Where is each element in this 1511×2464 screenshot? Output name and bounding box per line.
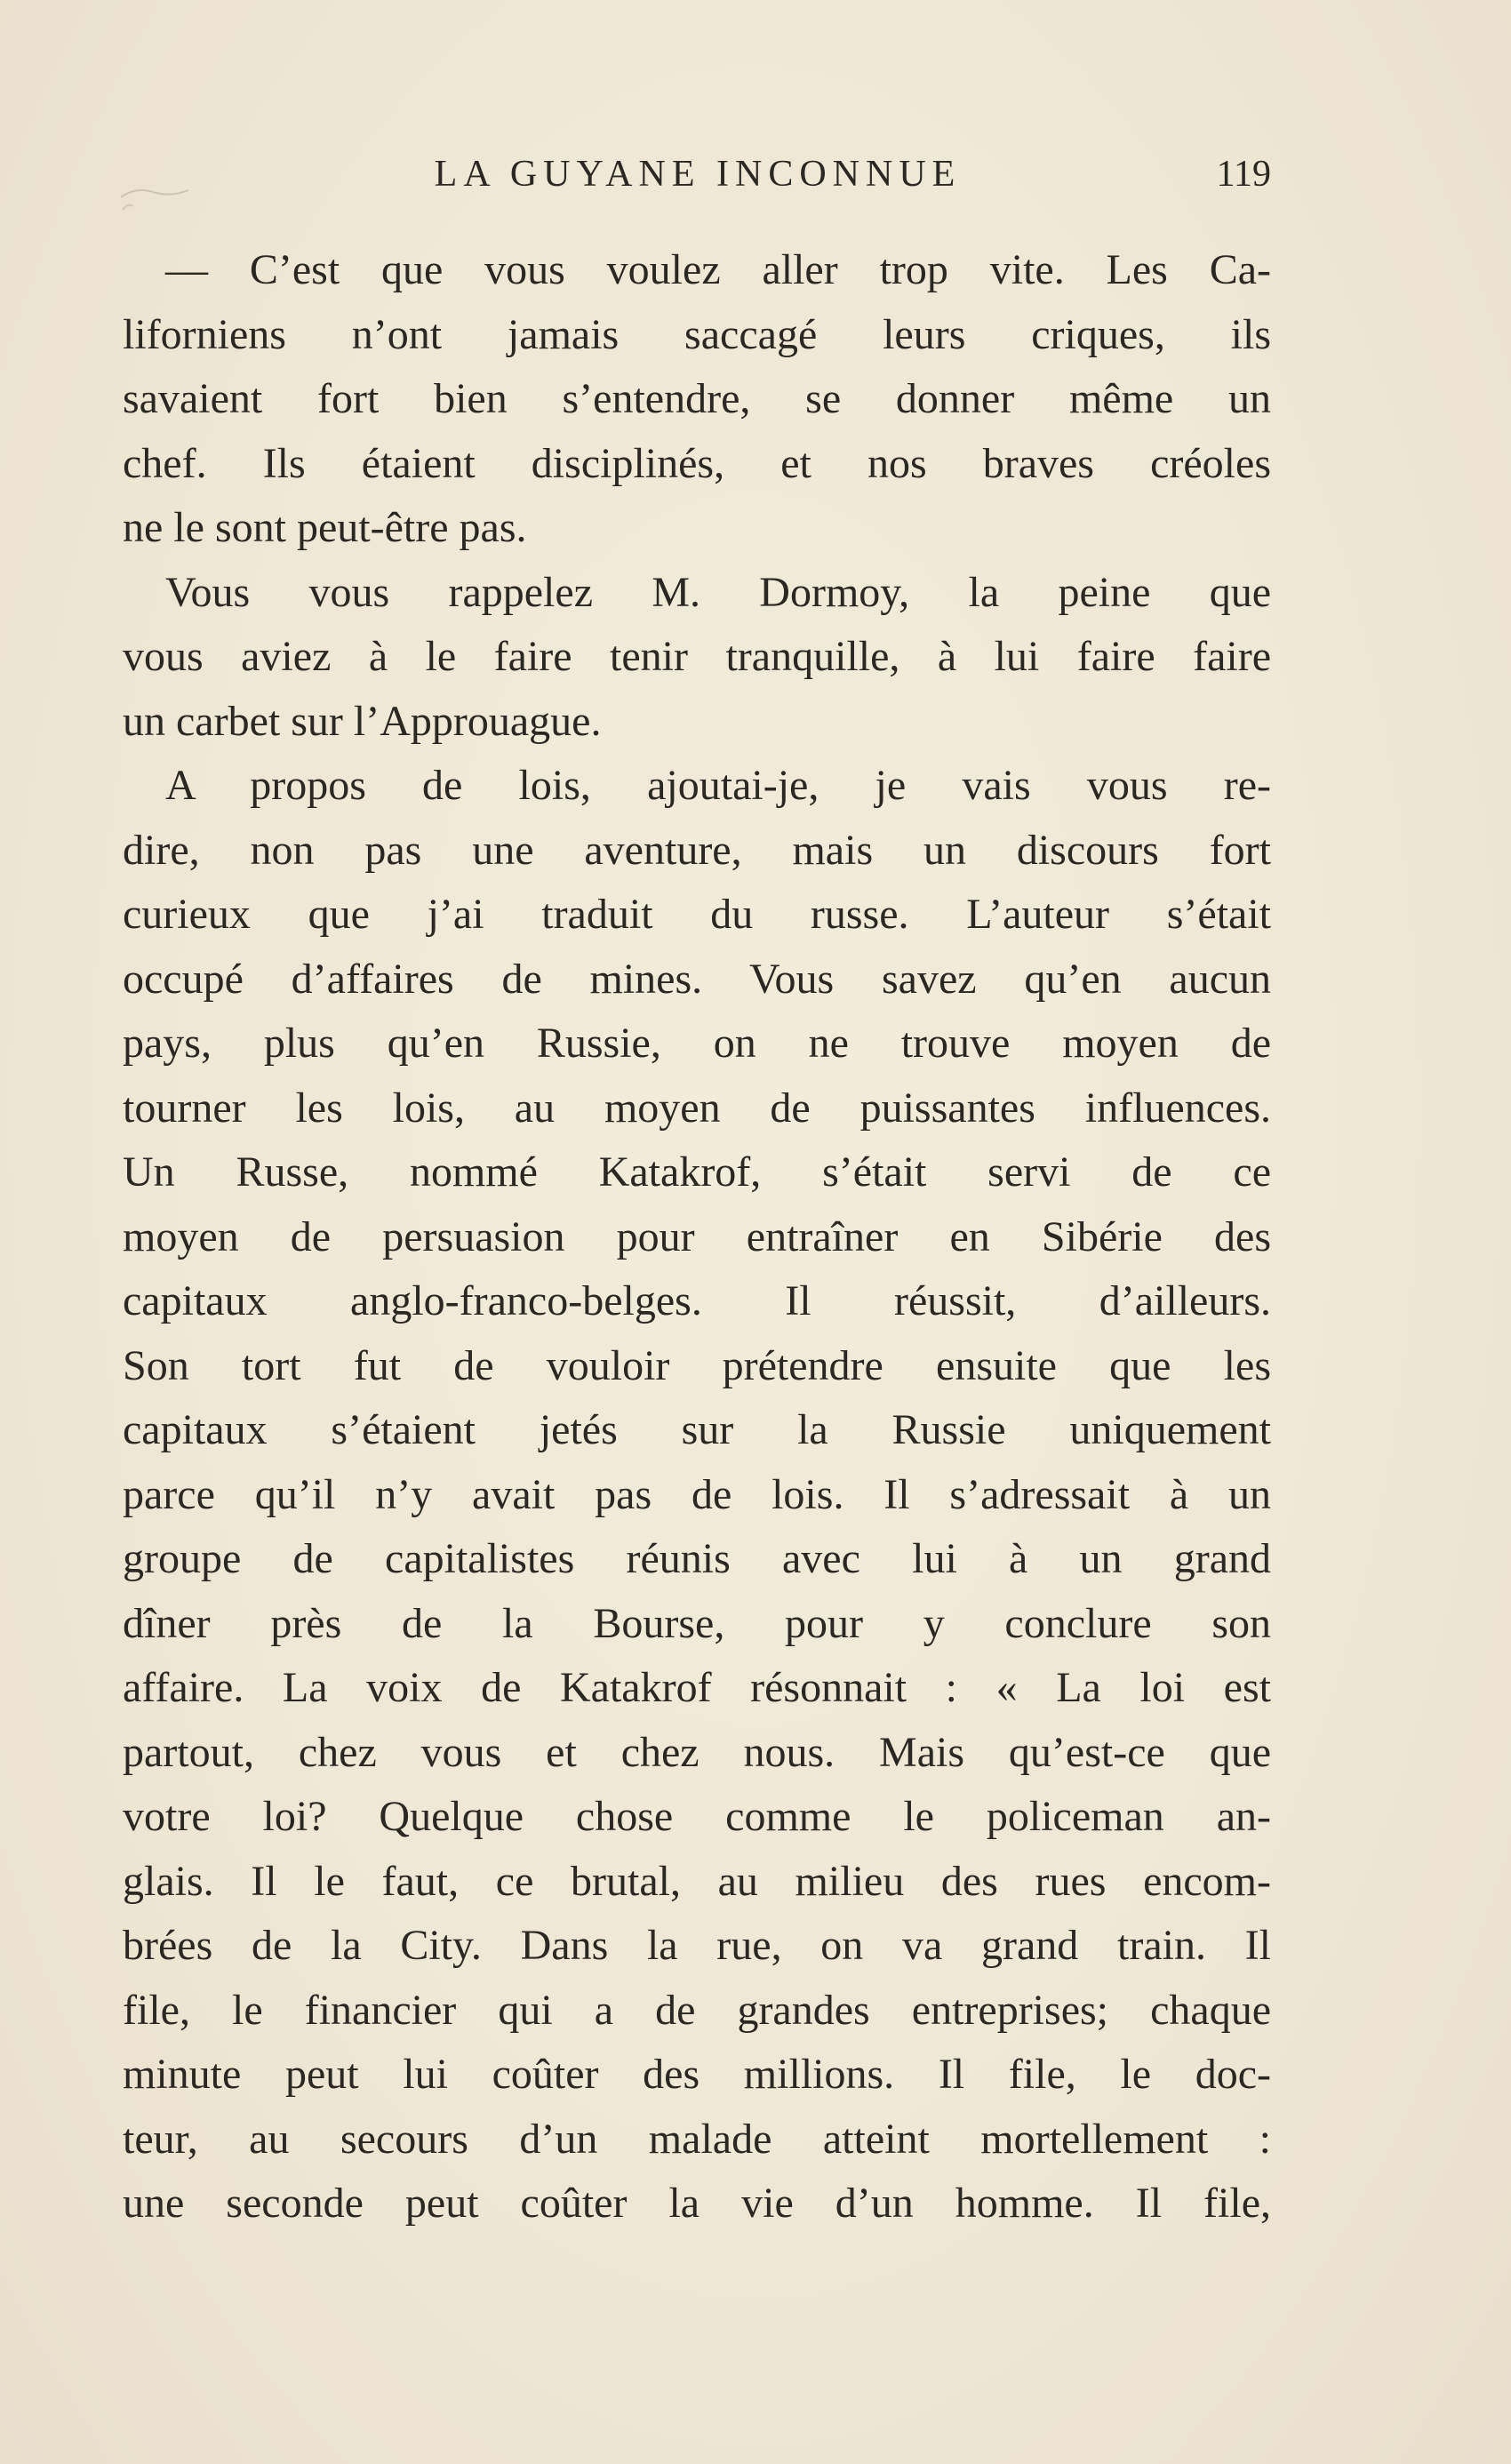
text-line: capitaux s’étaient jetés sur la Russie uniquement <box>123 1406 1271 1453</box>
text-line: brées de la City. Dans la rue, on va grand train. Il <box>123 1922 1271 1969</box>
text-line: ne le sont peut-être pas. <box>123 504 527 551</box>
text-line: teur, au secours d’un malade atteint mortellement : <box>123 2115 1271 2163</box>
body-text <box>123 238 1271 2236</box>
text-line: — C’est que vous voulez aller trop vite. Les Ca- <box>165 246 1271 293</box>
text-line: dîner près de la Bourse, pour y conclure son <box>123 1599 1271 1647</box>
text-line: affaire. La voix de Katakrof résonnait : « La loi est <box>123 1664 1271 1711</box>
text-line: moyen de persuasion pour entraîner en Sibérie des <box>123 1212 1271 1260</box>
page-number: 119 <box>1216 154 1271 195</box>
text-line: chef. Ils étaient disciplinés, et nos braves créoles <box>123 439 1271 487</box>
text-line: glais. Il le faut, ce brutal, au milieu des rues encom- <box>123 1857 1271 1905</box>
text-line: une seconde peut coûter la vie d’un homme. Il file, <box>123 2180 1271 2227</box>
text-line: groupe de capitalistes réunis avec lui à un grand <box>123 1535 1271 1582</box>
text-line: occupé d’affaires de mines. Vous savez qu’en aucun <box>123 955 1271 1003</box>
text-line: minute peut lui coûter des millions. Il file, le doc- <box>123 2051 1271 2098</box>
text-line: partout, chez vous et chez nous. Mais qu’est-ce que <box>123 1728 1271 1776</box>
text-line: file, le financier qui a de grandes entreprises; chaque <box>123 1986 1271 2034</box>
text-line: liforniens n’ont jamais saccagé leurs criques, ils <box>123 310 1271 358</box>
text-line: A propos de lois, ajoutai-je, je vais vous re- <box>165 762 1271 809</box>
text-line: tourner les lois, au moyen de puissantes influences. <box>123 1084 1271 1132</box>
text-line: Son tort fut de vouloir prétendre ensuite que les <box>123 1341 1271 1389</box>
text-line: curieux que j’ai traduit du russe. L’auteur s’était <box>123 891 1271 938</box>
text-line: savaient fort bien s’entendre, se donner même un <box>123 375 1271 422</box>
running-header <box>124 149 1271 199</box>
text-line: un carbet sur l’Approuague. <box>123 697 602 745</box>
text-line: Vous vous rappelez M. Dormoy, la peine que <box>165 568 1271 616</box>
text-line: capitaux anglo-franco-belges. Il réussit, d’ailleurs. <box>123 1277 1271 1324</box>
text-line: parce qu’il n’y avait pas de lois. Il s’adressait à un <box>123 1470 1271 1518</box>
text-line: pays, plus qu’en Russie, on ne trouve moyen de <box>123 1020 1271 1067</box>
text-line: votre loi? Quelque chose comme le policeman an- <box>123 1793 1271 1840</box>
text-line: Un Russe, nommé Katakrof, s’était servi de ce <box>123 1148 1271 1196</box>
text-line: dire, non pas une aventure, mais un discours fort <box>123 826 1271 874</box>
text-line: vous aviez à le faire tenir tranquille, à lui faire faire <box>123 633 1271 680</box>
running-title: LA GUYANE INCONNUE <box>434 154 962 195</box>
